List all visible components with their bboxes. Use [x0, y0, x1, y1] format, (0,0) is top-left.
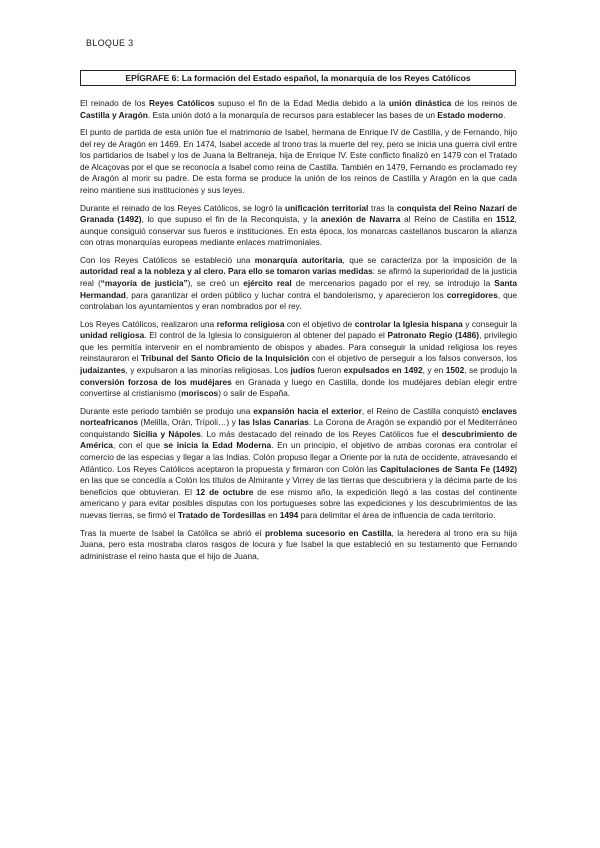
text-run: fueron [315, 365, 344, 376]
bold-text-run: 1502 [445, 365, 465, 376]
text-run: Tras la muerte de Isabel la Católica se abrió el [80, 527, 265, 538]
paragraph [80, 127, 517, 197]
text-run: , el Reino de Castilla conquistó [361, 405, 482, 416]
bold-text-run: Castilla y Aragón [80, 109, 148, 120]
text-run: tras la [368, 202, 397, 213]
text-run: con el objetivo de [284, 318, 355, 329]
text-run: al Reino de Castilla en [400, 214, 497, 225]
bold-text-run: corregidores [446, 289, 498, 300]
bold-text-run: controlar la Iglesia hispana [354, 318, 463, 329]
bold-text-run: 1494 [279, 510, 299, 521]
text-run: . Esta unión dotó a la monarquía de recursos para establecer las bases de un [147, 109, 438, 120]
paragraph [80, 203, 517, 249]
text-run: en Granada y luego en Castilla, donde los mudéjares debían elegir entre convertirse al cristianismo ( [80, 376, 517, 399]
bold-text-run: Patronato Regio (1486) [387, 330, 480, 341]
text-run: El reinado de los [80, 98, 149, 108]
text-run: , que controlaban los ayuntamientos y eran nombrados por el rey. [80, 289, 517, 312]
body-text [80, 98, 517, 568]
text-run: . La Corona de Aragón se expandió por el Mediterráneo conquistando [80, 417, 518, 439]
paragraph [80, 319, 517, 400]
bold-text-run: conquista del Reino Nazarí de Granada (1492) [80, 202, 517, 225]
text-run: , que se caracteriza por la imposición de la [342, 254, 517, 265]
bold-text-run: las Islas Canarias [238, 417, 309, 428]
text-run: , la heredera al trono era su hija Juana, pero esta mostraba claros rasgos de locura y fue Isabel la que estableció en su testamento que Fernando administrase el reino hasta que el hijo de Juana, [80, 527, 517, 561]
bold-text-run: unidad religiosa [80, 330, 145, 341]
bold-text-run: expulsados en 1492 [343, 365, 423, 376]
text-run: , lo que supuso el fin de la Reconquista, y la [141, 214, 321, 225]
text-run: . En un principio, el objetivo de ambas coronas era controlar el comercio de las especias y llegar a las Indias. Colón propuso llegar a Oriente por la ruta de occidente, atravesando el Atlántico. Los Reyes Católicos aceptaron la propuesta y firmaron con Colón las [80, 440, 517, 474]
paragraph [80, 406, 517, 522]
bold-text-run: moriscos [181, 388, 219, 399]
bold-text-run: 12 de octubre [195, 486, 254, 497]
bold-text-run: judaizantes [80, 365, 126, 376]
bold-text-run: unión dinástica [388, 98, 452, 108]
bold-text-run: Estado moderno [437, 109, 504, 120]
text-run: para delimitar el área de influencia de cada territorio. [298, 510, 496, 521]
text-run: . Lo más destacado del reinado de los Reyes Católicos fue el [200, 428, 442, 439]
text-run: ), se creó un [187, 277, 244, 288]
epigraph-title: La formación del Estado español, la monarquía de los Reyes Católicos [179, 73, 471, 83]
text-run: . El control de la Iglesia lo consiguieron al obtener del papado el [144, 330, 388, 341]
text-run: de los reinos de [451, 98, 517, 108]
text-run: , con el que [112, 440, 164, 451]
text-run: supuso el fin de la Edad Media debido a la [214, 98, 389, 108]
bold-text-run: ejército real [243, 277, 292, 288]
bold-text-run: descubrimiento de América [80, 428, 517, 451]
bold-text-run: monarquía autoritaria [254, 254, 343, 265]
text-run: , para garantizar el orden público y luchar contra el bandolerismo, y aparecieron los [125, 289, 447, 300]
bold-text-run: conversión forzosa de los mudéjares [80, 376, 232, 387]
bold-text-run: Reyes Católicos [149, 98, 215, 108]
text-run: de mercenarios pagado por el rey, se introdujo la [291, 277, 495, 288]
text-run: (Melilla, Orán, Trípoli…) y [137, 417, 239, 428]
bold-text-run: Sicilia y Nápoles [132, 428, 201, 439]
text-run: , y expulsaron a las minorías religiosas. Los [125, 365, 291, 376]
bold-text-run: 1512 [496, 214, 515, 225]
text-run: Los Reyes Católicos, realizaron una [80, 318, 217, 329]
bold-text-run: Tratado de Tordesillas [177, 510, 266, 521]
text-run: con el objetivo de perseguir a los falsos conversos, los [309, 353, 517, 364]
bold-text-run: autoridad real a la nobleza y al clero. Para ello se tomaron varias medidas [80, 266, 373, 277]
text-run: El punto de partida de esta unión fue el matrimonio de Isabel, hermana de Enrique IV de Castilla, y de Fernando, hijo del rey de Aragón en 1469. En 1474, Isabel accede al trono tras la muerte del rey, pero se inicia una guerra civil entre los partidarios de Isabel y los de Juana la Beltraneja, hija de Enrique IV. Este conflicto finalizó en 1479 con el Tratado de Alcaçovas por el que se reconocía a Isabel como reina de Castilla. También en 1479, Fernando es proclamado rey de Aragón al morir su padre. De esta forma se produce la unión de los reinos de Castilla y Aragón en la que cada reino mantiene sus instituciones y sus leyes. [80, 127, 517, 196]
bold-text-run: Capitulaciones de Santa Fe (1492) [380, 463, 518, 474]
bold-text-run: reforma religiosa [216, 318, 285, 329]
bold-text-run: problema sucesorio en Castilla [264, 527, 392, 538]
text-run: en las que se concedía a Colón los títulos de Almirante y Virrey de las tierras que descubriera y la décima parte de los beneficios que obtuvieran. El [80, 475, 517, 497]
paragraph [80, 528, 517, 563]
text-run: en [265, 510, 280, 521]
paragraph [80, 98, 517, 121]
text-run: ) o salir de España. [218, 388, 291, 399]
epigraph-title-box [80, 70, 516, 86]
text-run: : se afirmó la superioridad de la justicia real ( [80, 266, 517, 288]
text-run: , se produjo la [464, 365, 518, 376]
bold-text-run: enclaves norteafricanos [80, 405, 517, 428]
bold-text-run: anexión de Navarra [320, 214, 401, 225]
block-header: BLOQUE 3 [86, 38, 134, 48]
text-run: de ese mismo año, la expedición llegó a las costas del continente americano y para evitar posibles disputas con los portugueses sobre las expediciones y los descubrimientos de las nuevas tierras, se firmó el [80, 486, 517, 521]
bold-text-run: se inicia la Edad Moderna [163, 440, 272, 451]
text-run: , aunque consiguió conservar sus fueros e instituciones. En esta época, los monarcas castellanos buscaron la alianza con otras monarquías europeas mediante enlaces matrimoniales. [80, 214, 517, 248]
text-run: Con los Reyes Católicos se estableció una [80, 254, 255, 265]
text-run: Durante el reinado de los Reyes Católicos, se logró la [80, 202, 285, 213]
text-run: , y en [422, 365, 446, 376]
paragraph [80, 255, 517, 313]
text-run: y conseguir la [462, 318, 518, 329]
bold-text-run: “mayoría de justicia” [100, 277, 188, 288]
bold-text-run: judíos [290, 365, 316, 376]
text-run: . [503, 109, 506, 120]
bold-text-run: Santa Hermandad [80, 277, 517, 300]
bold-text-run: Tribunal del Santo Oficio de la Inquisición [141, 353, 310, 364]
epigraph-prefix: EPÍGRAFE 6: [125, 73, 180, 83]
text-run: Durante este periodo también se produjo una [80, 405, 254, 416]
bold-text-run: unificación territorial [284, 202, 369, 213]
bold-text-run: expansión hacia el exterior [253, 405, 362, 416]
text-run: , privilegio que les permitía intervenir en el nombramiento de obispos y abades. Para conseguir la unidad religiosa los reyes reinstauraron el [80, 330, 517, 364]
